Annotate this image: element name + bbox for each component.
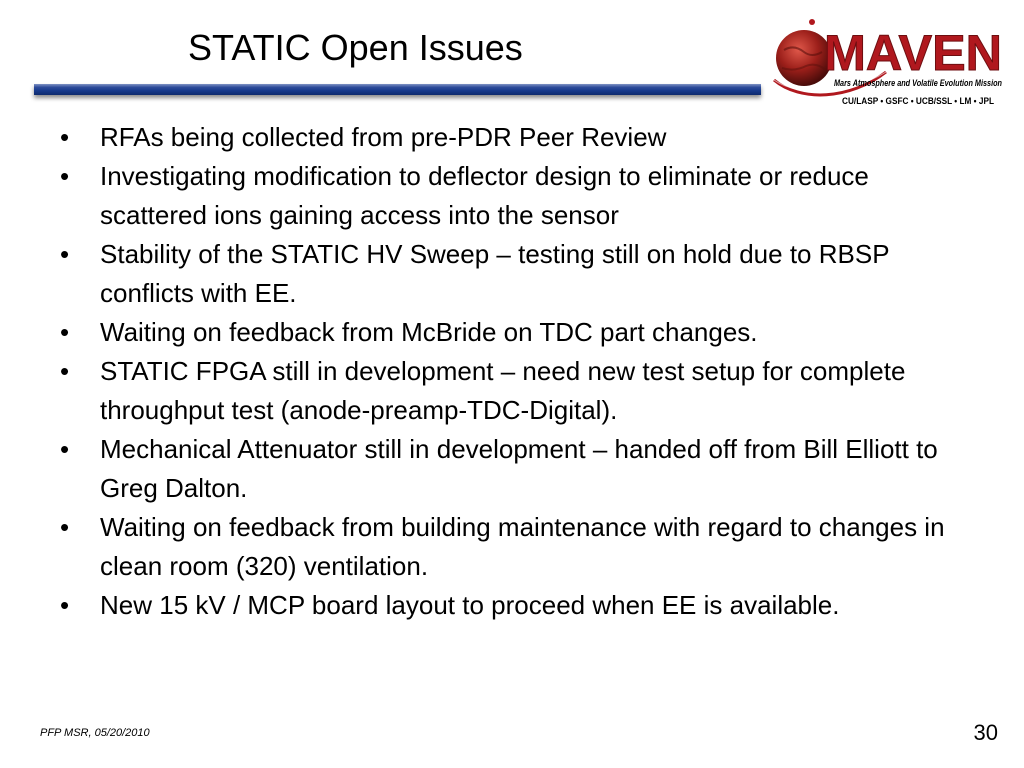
- slide-title: STATIC Open Issues: [188, 27, 523, 68]
- bullet-text: Waiting on feedback from McBride on TDC part changes.: [100, 317, 758, 347]
- footer-caption: PFP MSR, 05/20/2010: [40, 727, 150, 739]
- bullet-item: • Investigating modification to deflector design to eliminate or reduce scattered ions gaining access into the sensor: [60, 161, 869, 230]
- bullet-item: • Waiting on feedback from building maintenance with regard to changes in clean room (320) ventilation.: [60, 512, 945, 581]
- maven-logo: [770, 10, 1010, 110]
- bullet-item: • Waiting on feedback from McBride on TDC part changes.: [60, 317, 758, 347]
- bullet-item: • STATIC FPGA still in development – need new test setup for complete throughput test (anode-preamp-TDC-Digital).: [60, 356, 906, 425]
- bullet-text: Waiting on feedback from building maintenance with regard to changes in clean room (320) ventilation.: [100, 512, 945, 581]
- bullet-item: • Mechanical Attenuator still in development – handed off from Bill Elliott to Greg Dalton.: [60, 434, 938, 503]
- bullet-list: [56, 118, 976, 625]
- bullet-text: Mechanical Attenuator still in development – handed off from Bill Elliott to Greg Dalton.: [100, 434, 938, 503]
- bullet-item: • RFAs being collected from pre-PDR Peer Review: [60, 122, 667, 152]
- bullet-text: STATIC FPGA still in development – need new test setup for complete throughput test (anode-preamp-TDC-Digital).: [100, 356, 906, 425]
- bullet-text: Investigating modification to deflector design to eliminate or reduce scattered ions gaining access into the sensor: [100, 161, 869, 230]
- maven-subtitle: Mars Atmosphere and Volatile Evolution Mission: [834, 78, 1003, 88]
- page-number: 30: [973, 720, 998, 745]
- maven-wordmark: MAVEN: [824, 25, 1002, 81]
- bullet-item: • Stability of the STATIC HV Sweep – testing still on hold due to RBSP conflicts with EE.: [60, 239, 890, 308]
- bullet-item: • New 15 kV / MCP board layout to proceed when EE is available.: [60, 590, 840, 620]
- bullet-text: New 15 kV / MCP board layout to proceed when EE is available.: [100, 590, 840, 620]
- bullet-text: RFAs being collected from pre-PDR Peer Review: [100, 122, 667, 152]
- bullet-text: Stability of the STATIC HV Sweep – testing still on hold due to RBSP conflicts with EE.: [100, 239, 890, 308]
- title-underline-bar: [34, 84, 761, 95]
- maven-partners: CU/LASP • GSFC • UCB/SSL • LM • JPL: [842, 96, 995, 106]
